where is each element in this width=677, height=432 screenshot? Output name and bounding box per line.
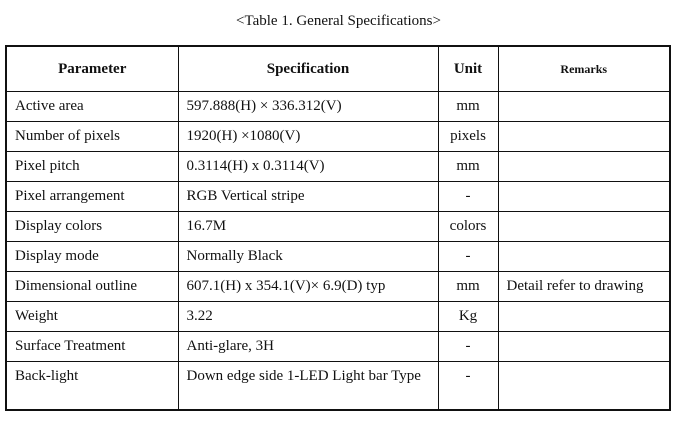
- cell-remarks: [498, 302, 670, 332]
- cell-parameter: Dimensional outline: [6, 272, 178, 302]
- cell-specification: 1920(H) ×1080(V): [178, 122, 438, 152]
- cell-remarks: [498, 212, 670, 242]
- cell-parameter: Pixel arrangement: [6, 182, 178, 212]
- cell-remarks: [498, 332, 670, 362]
- cell-parameter: Display mode: [6, 242, 178, 272]
- cell-remarks: Detail refer to drawing: [498, 272, 670, 302]
- table-header-row: [6, 46, 670, 92]
- cell-specification: Normally Black: [178, 242, 438, 272]
- table-row: [6, 122, 670, 152]
- cell-parameter: Back-light: [6, 362, 178, 411]
- table-caption: <Table 1. General Specifications>: [236, 13, 441, 29]
- cell-parameter: Active area: [6, 92, 178, 122]
- header-specification: Specification: [178, 46, 438, 92]
- cell-specification: Anti-glare, 3H: [178, 332, 438, 362]
- table-row: [6, 362, 670, 411]
- cell-unit: -: [438, 332, 498, 362]
- cell-remarks: [498, 122, 670, 152]
- table-row: [6, 302, 670, 332]
- cell-parameter: Weight: [6, 302, 178, 332]
- cell-unit: mm: [438, 92, 498, 122]
- cell-remarks: [498, 182, 670, 212]
- cell-remarks: [498, 362, 670, 411]
- cell-unit: -: [438, 362, 498, 411]
- cell-unit: Kg: [438, 302, 498, 332]
- cell-specification: 597.888(H) × 336.312(V): [178, 92, 438, 122]
- cell-specification: 16.7M: [178, 212, 438, 242]
- table-row: [6, 182, 670, 212]
- cell-unit: -: [438, 242, 498, 272]
- cell-parameter: Number of pixels: [6, 122, 178, 152]
- cell-unit: mm: [438, 152, 498, 182]
- table-row: [6, 92, 670, 122]
- cell-specification: 0.3114(H) x 0.3114(V): [178, 152, 438, 182]
- cell-specification: 607.1(H) x 354.1(V)× 6.9(D) typ: [178, 272, 438, 302]
- table-row: [6, 152, 670, 182]
- cell-specification: 3.22: [178, 302, 438, 332]
- table-row: [6, 332, 670, 362]
- header-parameter: Parameter: [6, 46, 178, 92]
- cell-unit: pixels: [438, 122, 498, 152]
- cell-parameter: Display colors: [6, 212, 178, 242]
- general-specifications-table: [5, 45, 671, 411]
- table-row: [6, 242, 670, 272]
- header-remarks: Remarks: [498, 46, 670, 92]
- cell-remarks: [498, 152, 670, 182]
- header-unit: Unit: [438, 46, 498, 92]
- table-row: [6, 272, 670, 302]
- cell-unit: colors: [438, 212, 498, 242]
- cell-parameter: Surface Treatment: [6, 332, 178, 362]
- cell-specification: RGB Vertical stripe: [178, 182, 438, 212]
- cell-remarks: [498, 242, 670, 272]
- cell-unit: mm: [438, 272, 498, 302]
- cell-remarks: [498, 92, 670, 122]
- cell-unit: -: [438, 182, 498, 212]
- cell-specification: Down edge side 1-LED Light bar Type: [178, 362, 438, 411]
- table-row: [6, 212, 670, 242]
- cell-parameter: Pixel pitch: [6, 152, 178, 182]
